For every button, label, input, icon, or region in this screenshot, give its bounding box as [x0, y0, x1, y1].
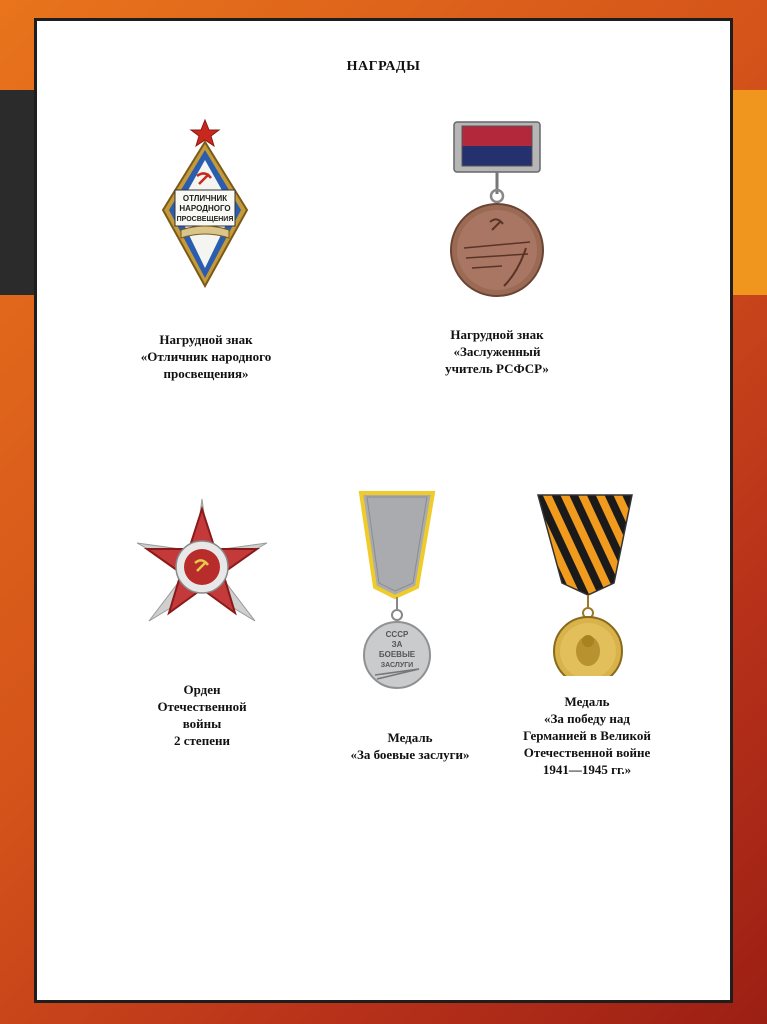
badge-text-3: ПРОСВЕЩЕНИЯ — [176, 216, 234, 223]
caption-combat-merit — [335, 729, 485, 763]
left-dark-band — [0, 90, 36, 295]
caption-line: войны — [182, 716, 222, 731]
caption-victory-medal — [507, 693, 667, 778]
patriotic-war-order-image — [127, 491, 277, 641]
badge-text-2: НАРОДНОГО — [179, 204, 231, 213]
badge-text-1: ОТЛИЧНИК — [182, 194, 228, 203]
caption-line: Нагрудной знак — [159, 332, 253, 347]
caption-line: «За победу над — [544, 711, 630, 726]
caption-line: 2 степени — [174, 733, 230, 748]
caption-line: учитель РСФСР» — [445, 361, 549, 376]
excellent-educator-badge-image — [155, 118, 255, 293]
caption-line: 1941—1945 гг.» — [542, 762, 632, 777]
caption-line: Нагрудной знак — [450, 327, 544, 342]
medal-text-2: ЗА — [391, 640, 403, 649]
honored-teacher-badge-image — [442, 118, 552, 303]
caption-patriotic-war-order — [132, 681, 272, 749]
caption-excellent-educator — [120, 331, 292, 382]
caption-line: Отечественной — [157, 699, 247, 714]
combat-merit-medal-image — [347, 489, 447, 694]
medal-text-4: ЗАСЛУГИ — [380, 662, 414, 669]
medal-text-1: СССР — [385, 630, 409, 639]
caption-line: Отечественной войне — [523, 745, 651, 760]
caption-line: Германией в Великой — [523, 728, 651, 743]
right-amber-band — [731, 90, 767, 295]
document-page — [34, 18, 733, 1003]
caption-line: «За боевые заслуги» — [350, 747, 470, 762]
caption-line: Орден — [183, 682, 221, 697]
caption-line: просвещения» — [163, 366, 249, 381]
victory-over-germany-medal-image — [532, 491, 642, 676]
caption-line: «Отличник народного — [140, 349, 272, 364]
page-title: НАГРАДЫ — [346, 59, 421, 74]
caption-line: Медаль — [387, 730, 433, 745]
caption-honored-teacher — [407, 326, 587, 377]
caption-line: Медаль — [564, 694, 610, 709]
caption-line: «Заслуженный — [453, 344, 541, 359]
medal-text-3: БОЕВЫЕ — [378, 650, 416, 659]
